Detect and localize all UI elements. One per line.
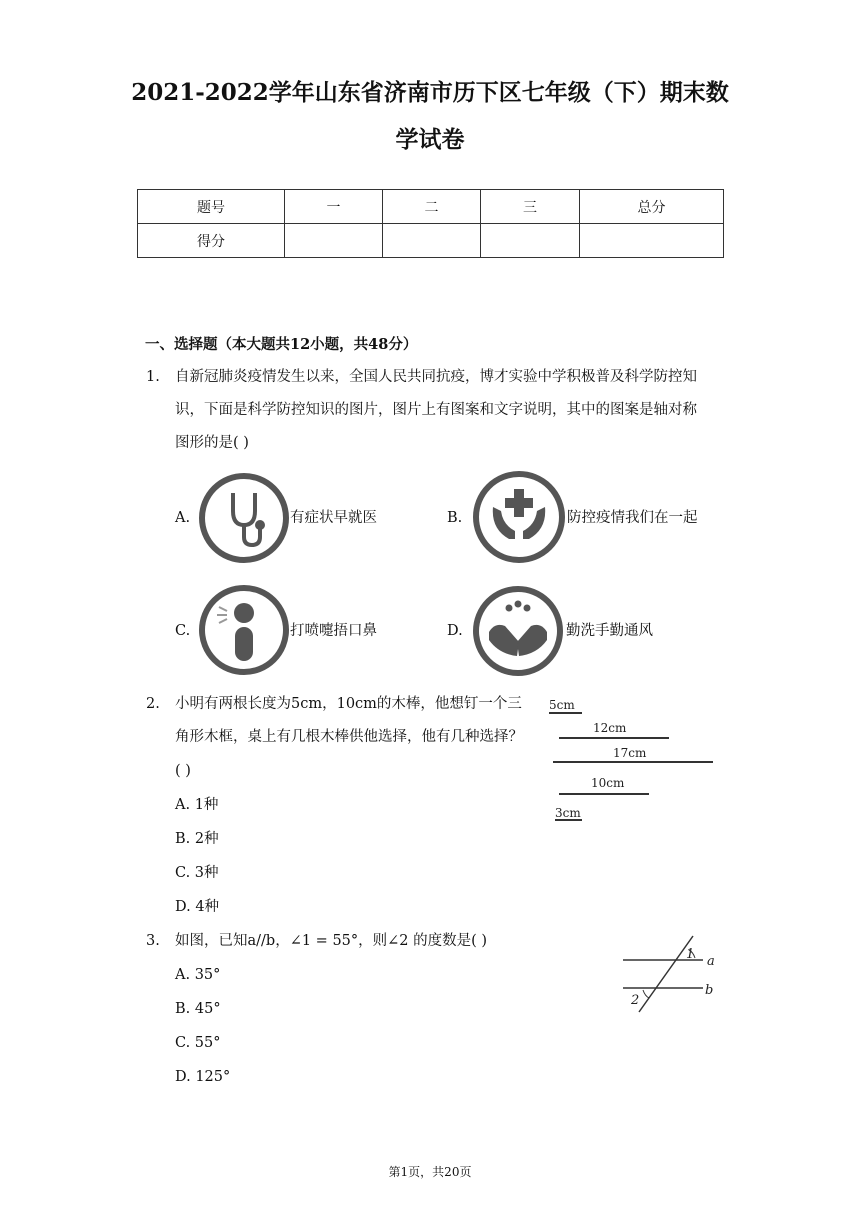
option-d[interactable]: D. 125° [175,1069,231,1085]
option-b[interactable]: B. 2种 [175,831,219,847]
option-letter[interactable]: C. [175,623,191,639]
table-cell: 题号 [138,190,285,224]
question-number: 2. [146,696,160,712]
question-text: ( ) [175,763,191,779]
score-input-cell[interactable] [481,224,580,258]
table-cell: 二 [383,190,481,224]
option-c[interactable]: C. 55° [175,1035,221,1051]
question-number: 3. [146,933,160,949]
option-caption: 勤洗手勤通风 [566,623,653,639]
score-table-score-row [138,224,724,258]
table-cell: 得分 [138,224,285,258]
score-input-cell[interactable] [580,224,724,258]
question-number: 1. [146,369,160,385]
line-a-label: a [707,954,715,969]
line-b-label: b [705,983,714,998]
option-caption: 打喷嚏捂口鼻 [290,623,377,639]
page-footer: 第1页，共20页 [388,1165,472,1179]
sneeze-icon [199,585,289,675]
angle-2-label: 2 [631,993,640,1008]
score-input-cell[interactable] [285,224,383,258]
table-cell: 三 [481,190,580,224]
parallel-lines-figure [615,932,725,1017]
handwash-icon [473,586,563,676]
page-title: 2021-2022学年山东省济南市历下区七年级（下）期末数 [131,79,729,106]
transversal [639,936,693,1012]
table-cell: 总分 [580,190,724,224]
option-letter[interactable]: B. [447,510,463,526]
table-cell: 一 [285,190,383,224]
stethoscope-icon [199,473,289,563]
option-caption: 防控疫情我们在一起 [567,510,698,526]
question-text: 角形木框，桌上有几根木棒供他选择，他有几种选择？ [175,729,523,745]
option-d[interactable]: D. 4种 [175,899,220,915]
section-heading: 一、选择题（本大题共12小题，共48分） [145,336,418,353]
option-c[interactable]: C. 3种 [175,865,219,881]
stick-label: 3cm [555,806,581,820]
option-a[interactable]: A. 35° [175,967,221,983]
angle-1-label: 1 [686,947,695,962]
question-text: 如图，已知a//b，∠1 = 55°，则∠2 的度数是( ) [175,933,488,949]
option-letter[interactable]: A. [175,510,191,526]
sticks-figure [545,692,725,827]
page-title-line2: 学试卷 [395,126,465,153]
hands-cross-icon [473,471,565,563]
question-text: 自新冠肺炎疫情发生以来，全国人民共同抗疫，博才实验中学积极普及科学防控知 [175,369,697,385]
stick-label: 17cm [613,746,647,760]
score-input-cell[interactable] [383,224,481,258]
question-text: 小明有两根长度为5cm，10cm的木棒，他想钉一个三 [175,696,522,712]
score-table-header-row [138,190,724,224]
question-text: 识，下面是科学防控知识的图片，图片上有图案和文字说明，其中的图案是轴对称 [175,402,697,418]
stick-label: 10cm [591,776,625,790]
option-a[interactable]: A. 1种 [175,797,219,813]
stick-label: 12cm [593,721,627,735]
stick-label: 5cm [549,698,575,712]
angle-2-arc [643,990,649,998]
option-letter[interactable]: D. [447,623,463,639]
question-text: 图形的是( ) [175,435,249,451]
option-caption: 有症状早就医 [290,510,377,526]
score-table [137,189,724,258]
option-b[interactable]: B. 45° [175,1001,221,1017]
